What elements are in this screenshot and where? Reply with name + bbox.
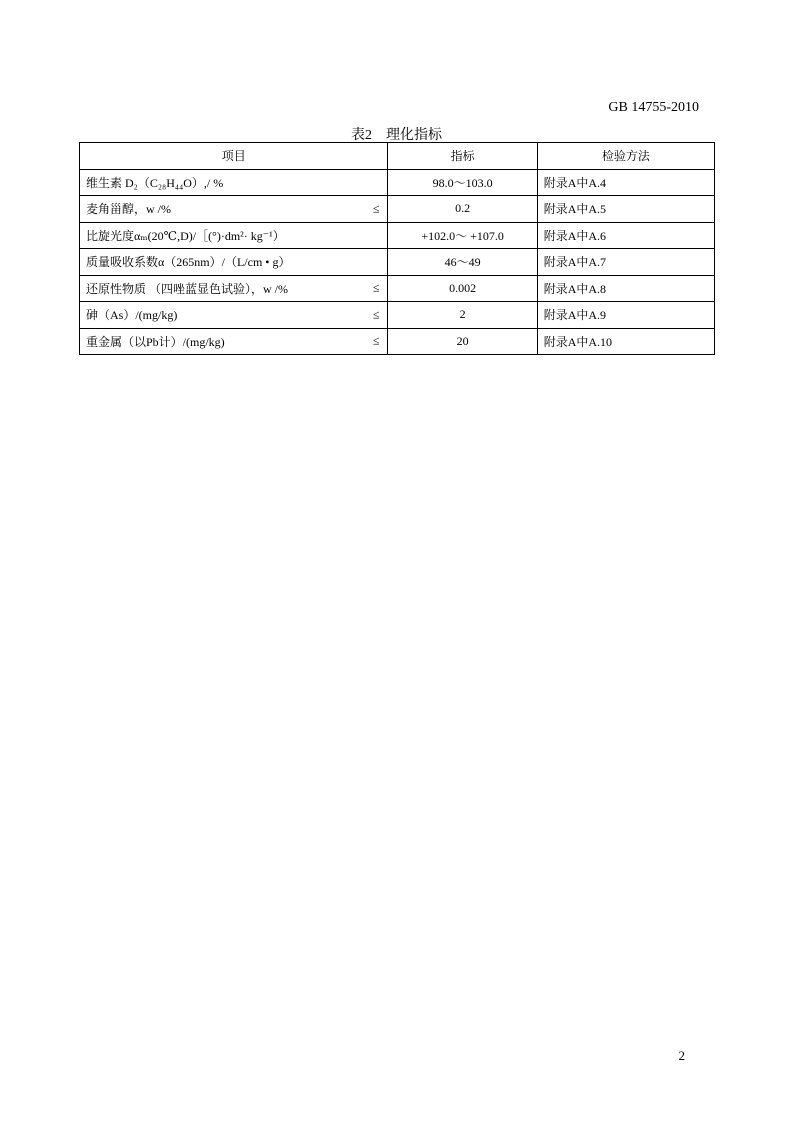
item-cell [80, 328, 388, 355]
item-cell [80, 249, 388, 276]
table-row [80, 196, 715, 223]
table-row [80, 302, 715, 329]
table-row [80, 169, 715, 196]
value-cell: 0.002 [388, 275, 537, 302]
le-symbol: ≤ [372, 280, 380, 295]
method-cell: 附录A中A.10 [537, 328, 714, 355]
le-symbol: ≤ [372, 333, 380, 348]
le-symbol: ≤ [372, 307, 380, 322]
item-label: 麦角甾醇，w /% [86, 202, 171, 217]
value-cell: 46～49 [388, 249, 537, 276]
item-label: 质量吸收系数α（265nm）/（L/cm • g） [86, 255, 291, 270]
table-row [80, 328, 715, 355]
col-header-index: 指标 [388, 143, 537, 170]
table-header-row [80, 143, 715, 170]
col-header-method: 检验方法 [537, 143, 714, 170]
item-cell [80, 275, 388, 302]
item-label: 重金属（以Pb计）/(mg/kg) [86, 334, 225, 349]
item-label: 砷（As）/(mg/kg) [86, 308, 178, 323]
method-cell: 附录A中A.8 [537, 275, 714, 302]
method-cell: 附录A中A.5 [537, 196, 714, 223]
item-cell [80, 169, 388, 196]
table-row [80, 275, 715, 302]
method-cell: 附录A中A.4 [537, 169, 714, 196]
item-cell [80, 196, 388, 223]
item-cell [80, 302, 388, 329]
method-cell: 附录A中A.6 [537, 222, 714, 249]
standard-number: GB 14755-2010 [608, 100, 699, 115]
le-symbol: ≤ [372, 201, 380, 216]
physicochemical-table [79, 142, 715, 355]
value-cell: +102.0～ +107.0 [388, 222, 537, 249]
item-label: 还原性物质 （四唑蓝显色试验），w /% [86, 281, 288, 296]
table-row [80, 249, 715, 276]
col-header-item: 项目 [80, 143, 388, 170]
table-caption: 表2 理化指标 [351, 128, 442, 143]
method-cell: 附录A中A.7 [537, 249, 714, 276]
page-number: 2 [678, 1048, 685, 1063]
item-label: 维生素 D₂（C₂₈H₄₄O）,/ % [86, 175, 224, 190]
value-cell: 98.0～103.0 [388, 169, 537, 196]
value-cell: 0.2 [388, 196, 537, 223]
item-label: 比旋光度αₘ(20℃,D)/［(°)·dm²· kg⁻¹） [86, 228, 285, 243]
item-cell [80, 222, 388, 249]
table-row [80, 222, 715, 249]
method-cell: 附录A中A.9 [537, 302, 714, 329]
value-cell: 2 [388, 302, 537, 329]
value-cell: 20 [388, 328, 537, 355]
